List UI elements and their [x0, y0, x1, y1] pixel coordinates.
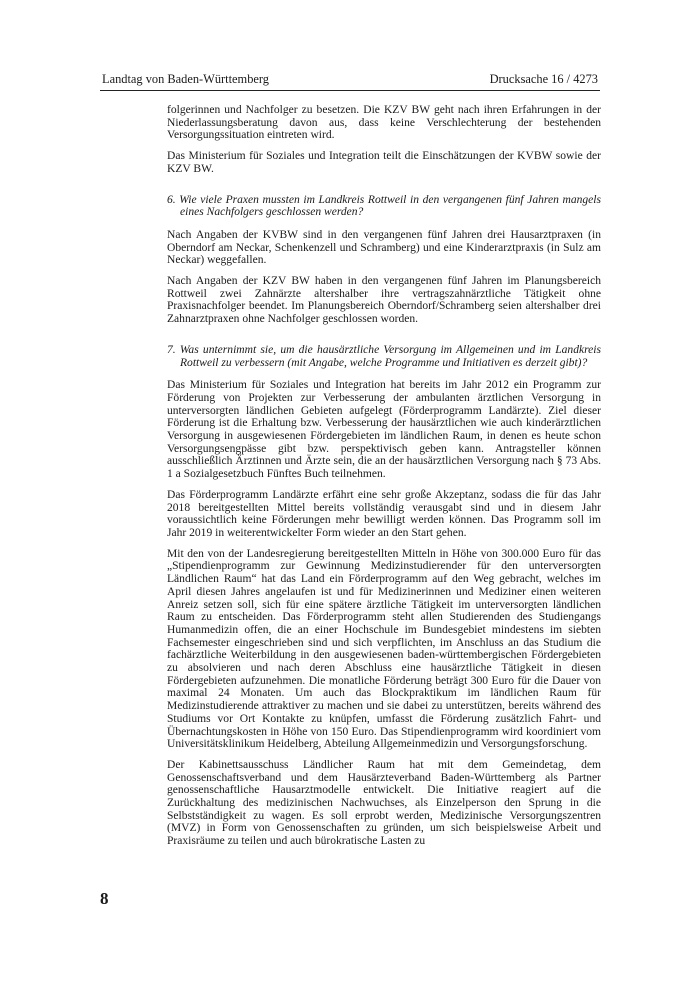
page-number: 8: [100, 889, 109, 908]
body-text: [167, 104, 601, 856]
question-6: 6. Wie viele Praxen mussten im Landkreis Rottweil in den vergangenen fünf Jahren mangels eines Nachfolgers geschlossen werden?: [167, 193, 601, 219]
header-parliament-name: Landtag von Baden-Württemberg: [102, 72, 269, 86]
question-7: 7. Was unternimmt sie, um die hausärztliche Versorgung im Allgemeinen und im Landkreis Rottweil zu verbessern (mit Angabe, welche Programme und Initiativen es derzeit gibt)?: [167, 343, 601, 369]
paragraph: Das Ministerium für Soziales und Integration hat bereits im Jahr 2012 ein Programm zur Förderung von Projekten zur Verbesserung der ambulanten ärztlichen Versorgung in unterversorgten ländlichen Gebieten aufgelegt (Förderprogramm Landärzte). Ziel dieser Förderung ist die Erhaltung bzw. Verbesserung der hausärztlichen wie auch kinderärztlichen Versorgung in ausgewiesenen Fördergebieten im ländlichen Raum, in denen es heute schon Versorgungsengpässe gibt bzw. perspektivisch geben kann. Antragsteller können ausschließlich Ärztinnen und Ärzte sein, die an der hausärztlichen Versorgung nach § 73 Abs. 1 a Sozialgesetzbuch Fünftes Buch teilnehmen.: [167, 379, 601, 481]
paragraph: Nach Angaben der KVBW sind in den vergangenen fünf Jahren drei Hausarztpraxen (in Oberndorf am Neckar, Schenkenzell und Schramberg) und eine Kinderarztpraxis (in Sulz am Neckar) weggefallen.: [167, 228, 601, 267]
paragraph: Das Förderprogramm Landärzte erfährt eine sehr große Akzeptanz, sodass die für das Jahr 2018 bereitgestellten Mittel bereits vollständig verausgabt sind und in diesem Jahr voraussichtlich keine Förderungen mehr bewilligt werden können. Das Programm soll im Jahr 2019 in weiterentwickelter Form wieder an den Start gehen.: [167, 488, 601, 539]
paragraph: Mit den von der Landesregierung bereitgestellten Mitteln in Höhe von 300.000 Euro für das „Stipendienprogramm zur Gewinnung Medizinstudierender für den unterversorgten Ländlichen Raum“ hat das Land ein Förderprogramm auf den Weg gebracht, welches im April diesen Jahres angelaufen ist und für Medizinerinnen und Mediziner einen weiteren Anreiz setzen soll, sich für eine spätere ärztliche Tätigkeit im unterversorgten ländlichen Raum zu entscheiden. Das Förderprogramm steht allen Studierenden des Studiengangs Humanmedizin offen, die an einer Hochschule im Bundesgebiet mindestens im siebten Fachsemester eingeschrieben sind und sich verpflichten, im Anschluss an das Studium die fachärztliche Weiterbildung in den ausgewiesenen baden-württembergischen Fördergebieten zu absolvieren und nach deren Abschluss eine hausärztliche Tätigkeit in diesen Fördergebieten aufzunehmen. Die monatliche Förderung beträgt 300 Euro für die Dauer von maximal 24 Monaten. Um auch das Blockpraktikum im ländlichen Raum für Medizinstudierende attraktiver zu machen und sie dabei zu unterstützen, bereits während des Studiums vor Ort Kontakte zu knüpfen, umfasst die Förderung zusätzlich Fahrt- und Übernachtungskosten in Höhe von 150 Euro. Das Stipendienprogramm wird koordiniert vom Universitätsklinikum Heidelberg, Abteilung Allgemeinmedizin und Versorgungsforschung.: [167, 547, 601, 751]
paragraph: folgerinnen und Nachfolger zu besetzen. Die KZV BW geht nach ihren Erfahrungen in der Niederlassungsberatung davon aus, dass keine Verschlechterung der bestehenden Versorgungssituation eintreten wird.: [167, 104, 601, 142]
paragraph: Der Kabinettsausschuss Ländlicher Raum hat mit dem Gemeindetag, dem Genossenschaftsverband und dem Hausärzteverband Baden-Württemberg als Partner genossenschaftliche Hausarztmodelle entwickelt. Die Initiative reagiert auf die Zurückhaltung des medizinischen Nachwuchses, als Einzelperson den Sprung in die Selbstständigkeit zu wagen. Es soll erprobt werden, Medizinische Versorgungszentren (MVZ) in Form von Genossenschaften zu gründen, um sich beispielsweise Arbeit und Praxisräume zu teilen und auch bürokratische Lasten zu: [167, 758, 601, 848]
paragraph: Das Ministerium für Soziales und Integration teilt die Einschätzungen der KVBW sowie der KZV BW.: [167, 150, 601, 175]
running-header: [100, 68, 600, 91]
paragraph: Nach Angaben der KZV BW haben in den vergangenen fünf Jahren im Planungsbereich Rottweil zwei Zahnärzte altershalber ihre vertragszahnärztliche Tätigkeit ohne Praxisnachfolger beendet. Im Planungsbereich Oberndorf/Schramberg seien altershalber drei Zahnarztpraxen ohne Nachfolger geschlossen worden.: [167, 275, 601, 326]
header-document-number: Drucksache 16 / 4273: [489, 72, 598, 86]
